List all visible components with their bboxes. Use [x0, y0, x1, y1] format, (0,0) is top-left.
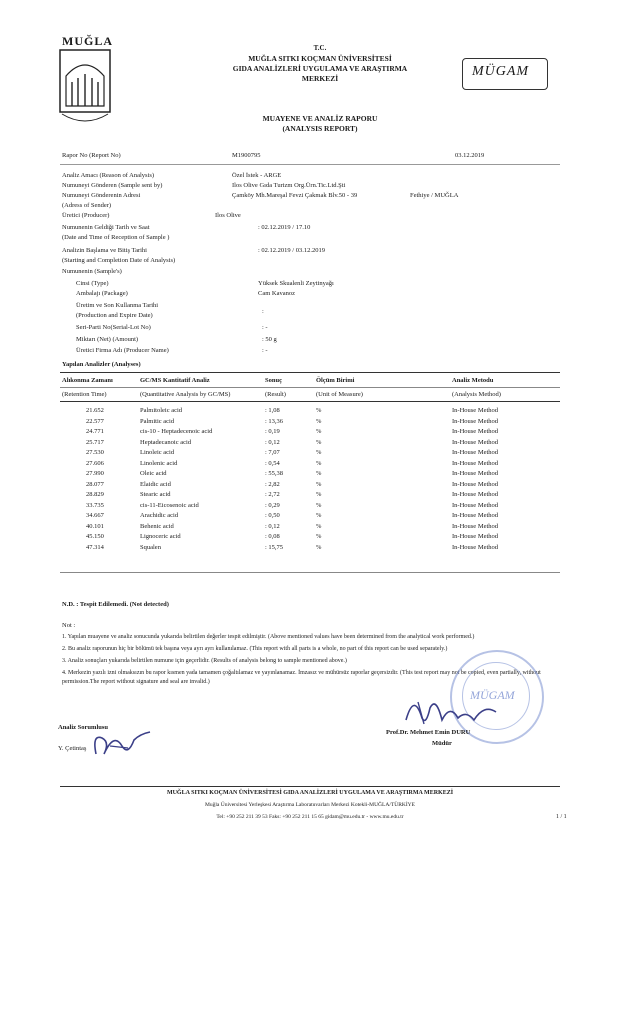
director-title: Müdür — [432, 740, 452, 747]
compound-cell: Heptadecanoic acid — [140, 438, 192, 446]
university-seal-icon — [58, 48, 112, 126]
method-cell: In-House Method — [452, 480, 499, 488]
analysis-dates-label: Analizin Başlama ve Bitiş Tarihi — [62, 247, 147, 254]
analysis-dates-label-en: (Starting and Completion Date of Analysis) — [62, 257, 176, 264]
result-cell: : 0,12 — [265, 522, 280, 530]
unit-cell: % — [316, 543, 322, 551]
result-cell: : 15,75 — [265, 543, 284, 551]
rt-cell: 25.717 — [86, 438, 104, 446]
university-logo-text: MUĞLA — [62, 34, 113, 48]
rt-cell: 34.667 — [86, 512, 104, 519]
method-cell: In-House Method — [452, 533, 499, 540]
rt-cell: 47.314 — [86, 543, 104, 551]
table-row — [0, 481, 621, 491]
unit-cell: % — [316, 407, 322, 414]
header-center: GIDA ANALİZLERİ UYGULAMA VE ARAŞTIRMA — [232, 64, 408, 73]
report-no: M1900795 — [232, 152, 261, 159]
compound-cell: Palmitic acid — [140, 417, 175, 425]
page-number: 1 / 1 — [556, 814, 567, 820]
samples-label: Numunenin (Sample's) — [62, 268, 122, 275]
header-tc: T.C. — [313, 44, 327, 52]
method-cell: In-House Method — [452, 501, 499, 509]
expire-value: : — [262, 308, 264, 315]
note-item: permission.The report without signature and seal are invalid.) — [62, 679, 210, 685]
compound-cell: Linoleic acid — [140, 449, 175, 456]
analyses-section-title: Yapılan Analizler (Analyses) — [62, 361, 141, 368]
col-gc-header: GC/MS Kantitatif Analiz — [140, 377, 210, 384]
result-cell: : 0,19 — [265, 428, 280, 435]
unit-cell: % — [316, 470, 322, 477]
amount-value: : 50 g — [262, 336, 277, 343]
reception-label-en: (Date and Time of Reception of Sample ) — [62, 234, 170, 241]
table-row — [0, 491, 621, 501]
producer-label: Üretici (Producer) — [62, 212, 110, 219]
result-cell: : 2,82 — [265, 480, 280, 488]
header-university: MUĞLA SITKI KOÇMAN ÜNİVERSİTESİ — [248, 54, 392, 63]
unit-cell: % — [316, 512, 322, 519]
reception-value: : 02.12.2019 / 17.10 — [258, 224, 311, 231]
analyses-divider-mid — [60, 387, 560, 388]
compound-cell: Oleic acid — [140, 470, 167, 477]
address-value: Çamköy Mh.Mareşal Fevzi Çakmak Blv.50 - 39 — [232, 192, 358, 199]
rt-cell: 28.077 — [86, 480, 104, 488]
compound-cell: Arachidic acid — [140, 512, 179, 519]
table-row — [0, 439, 621, 449]
note-item: 3. Analiz sonuçları yukarıda belirtilen numune için geçerlidir. (Results of analysis belong to sample mentioned above.) — [62, 658, 347, 664]
method-cell: In-House Method — [452, 449, 499, 456]
result-cell: : 1,08 — [265, 407, 280, 414]
lot-label: Seri-Parti No(Serial-Lot No) — [76, 324, 151, 331]
result-cell: : 0,50 — [265, 512, 280, 519]
director-name: Prof.Dr. Mehmet Emin DURU — [386, 729, 471, 736]
col-gc-header-en: (Quantitative Analysis by GC/MS) — [140, 391, 231, 398]
rt-cell: 27.530 — [86, 449, 104, 456]
compound-cell: Behenic acid — [140, 522, 174, 530]
table-row — [0, 533, 621, 543]
amount-label: Miktarı (Net) (Amount) — [76, 336, 139, 343]
table-row — [0, 470, 621, 480]
expire-label: Üretim ve Son Kullanma Tarihi — [76, 302, 159, 309]
result-cell: : 55,38 — [265, 470, 284, 477]
reception-label: Numunenin Geldiği Tarih ve Saat — [62, 224, 150, 231]
result-cell: : 0,08 — [265, 533, 280, 540]
result-cell: : 13,36 — [265, 417, 284, 425]
rt-cell: 24.771 — [86, 428, 104, 435]
compound-cell: Squalen — [140, 543, 161, 551]
method-cell: In-House Method — [452, 407, 499, 414]
unit-cell: % — [316, 522, 322, 530]
result-cell: : 0,29 — [265, 501, 280, 509]
analyses-divider-top — [60, 372, 560, 373]
table-row — [0, 523, 621, 533]
unit-cell: % — [316, 533, 322, 540]
note-item: 4. Merkezin yazılı izni olmaksızın bu rapor kısmen yada tamamen çoğaltılamaz ve yayınlanamaz. İmzasız ve mühürsüz raporlar geçersizdir. (This test report may not be copied, even partially, without — [62, 670, 541, 676]
reason-value: Özel İstek - ARGE — [232, 172, 282, 179]
method-cell: In-House Method — [452, 522, 499, 530]
result-cell: : 0,54 — [265, 459, 280, 467]
report-no-label: Rapor No (Report No) — [62, 152, 121, 159]
lot-value: : - — [262, 324, 268, 331]
method-cell: In-House Method — [452, 417, 499, 425]
footer-title: MUĞLA SITKI KOÇMAN ÜNİVERSİTESİ GIDA ANALİZLERİ UYGULAMA VE ARAŞTIRMA MERKEZİ — [166, 790, 454, 796]
col-method-header-en: (Analysis Method) — [452, 391, 501, 398]
col-unit-header-en: (Unit of Measure) — [316, 391, 363, 398]
header-center-2: MERKEZİ — [301, 74, 339, 83]
method-cell: In-House Method — [452, 491, 499, 498]
not-detected-note: N.D. : Tespit Edilemedi. (Not detected) — [62, 601, 169, 608]
rt-cell: 22.577 — [86, 417, 104, 425]
method-cell: In-House Method — [452, 438, 499, 446]
table-row — [0, 512, 621, 522]
compound-cell: Lignoceric acid — [140, 533, 181, 540]
table-bottom-divider — [60, 572, 560, 573]
result-cell: : 0,12 — [265, 438, 280, 446]
city-value: Fethiye / MUĞLA — [410, 192, 459, 199]
table-row — [0, 428, 621, 438]
report-date: 03.12.2019 — [455, 152, 485, 159]
mugam-logo-text: MÜGAM — [472, 64, 530, 79]
unit-cell: % — [316, 480, 322, 488]
type-label: Cinsi (Type) — [76, 280, 109, 287]
table-row — [0, 407, 621, 417]
result-cell: : 2,72 — [265, 491, 280, 498]
table-row — [0, 418, 621, 428]
table-row — [0, 460, 621, 470]
table-row — [0, 544, 621, 554]
footer-divider — [60, 786, 560, 787]
rt-cell: 33.735 — [86, 501, 104, 509]
unit-cell: % — [316, 459, 322, 467]
col-rt-header: Alıkonma Zamanı — [62, 377, 113, 384]
note-item: 2. Bu analiz raporunun hiç bir bölümü tek başına veya ayrı ayrı kullanılamaz. (This report with all parts is a whole, no part of this report can be used separately.) — [62, 646, 448, 652]
method-cell: In-House Method — [452, 470, 499, 477]
compound-cell: Elaidic acid — [140, 480, 171, 488]
address-label-en: (Adress of Sender) — [62, 202, 112, 209]
table-row — [0, 502, 621, 512]
method-cell: In-House Method — [452, 459, 499, 467]
method-cell: In-House Method — [452, 428, 499, 435]
rt-cell: 27.606 — [86, 459, 104, 467]
col-unit-header: Ölçüm Birimi — [316, 377, 355, 384]
col-result-header: Sonuç — [265, 377, 282, 384]
footer-address: Muğla Üniversitesi Yerleşkesi Araştırma Laboratuvarları Merkezi Kotekli-MUĞLA/TÜRKİYE — [204, 802, 416, 808]
unit-cell: % — [316, 491, 322, 498]
note-item: 1. Yapılan muayene ve analiz sonucunda yukarıda belirtilen değerler tespit edilmiştir. (Above mentioned values have been determined from the analytical work performed.) — [62, 634, 475, 640]
type-value: Yüksek Skualenli Zeytinyağı — [258, 280, 334, 287]
rt-cell: 40.101 — [86, 522, 104, 530]
sender-value: Ilos Olive Gıda Turizm Org.Ürn.Tic.Ltd.Şti — [232, 182, 346, 189]
rt-cell: 21.652 — [86, 407, 104, 414]
result-cell: : 7,07 — [265, 449, 280, 456]
notes-label: Not : — [62, 622, 76, 629]
package-value: Cam Kavanoz — [258, 290, 296, 297]
compound-cell: Stearic acid — [140, 491, 171, 498]
compound-cell: cis-10 - Heptadecenoic acid — [140, 428, 213, 435]
rt-cell: 27.990 — [86, 470, 104, 477]
unit-cell: % — [316, 417, 322, 425]
unit-cell: % — [316, 501, 322, 509]
col-result-header-en: (Result) — [265, 391, 286, 398]
method-cell: In-House Method — [452, 512, 499, 519]
compound-cell: cis-11-Eicosenoic acid — [140, 501, 199, 509]
rt-cell: 45.150 — [86, 533, 104, 540]
compound-cell: Linolenic acid — [140, 459, 178, 467]
analyst-name: Y. Çetintaş — [58, 745, 87, 752]
producer-value: Ilos Olive — [215, 212, 241, 219]
producer-name-label: Üretici Firma Adı (Producer Name) — [76, 347, 169, 354]
analyses-divider-bottom — [60, 401, 560, 402]
analyst-title: Analiz Sorumlusu — [58, 724, 109, 731]
right-signature-icon — [400, 690, 510, 730]
footer-contact: Tel: +90 252 211 39 53 Faks: +90 252 211 15 65 gidam@mu.edu.tr - www.mu.edu.tr — [216, 814, 404, 820]
analysis-dates-value: : 02.12.2019 / 03.12.2019 — [258, 247, 325, 254]
address-label: Numuneyi Gönderenin Adresi — [62, 192, 141, 199]
method-cell: In-House Method — [452, 543, 499, 551]
unit-cell: % — [316, 449, 322, 456]
col-method-header: Analiz Metodu — [452, 377, 494, 384]
unit-cell: % — [316, 428, 322, 435]
rt-cell: 28.829 — [86, 491, 104, 498]
report-title: MUAYENE VE ANALİZ RAPORU — [262, 114, 378, 123]
left-signature-icon — [88, 724, 158, 764]
stamp-logo-text: MÜGAM — [470, 688, 515, 702]
col-rt-header-en: (Retention Time) — [62, 391, 107, 398]
producer-name-value: : - — [262, 347, 268, 354]
report-subtitle: (ANALYSIS REPORT) — [282, 124, 358, 133]
meta-divider — [60, 164, 560, 165]
expire-label-en: (Production and Expire Date) — [76, 312, 153, 319]
reason-label: Analiz Amacı (Reason of Analysis) — [62, 172, 155, 179]
table-row — [0, 449, 621, 459]
package-label: Ambalajı (Package) — [76, 290, 128, 297]
sender-label: Numuneyi Gönderen (Sample sent by) — [62, 182, 163, 189]
compound-cell: Palmitoleic acid — [140, 407, 183, 414]
unit-cell: % — [316, 438, 322, 446]
